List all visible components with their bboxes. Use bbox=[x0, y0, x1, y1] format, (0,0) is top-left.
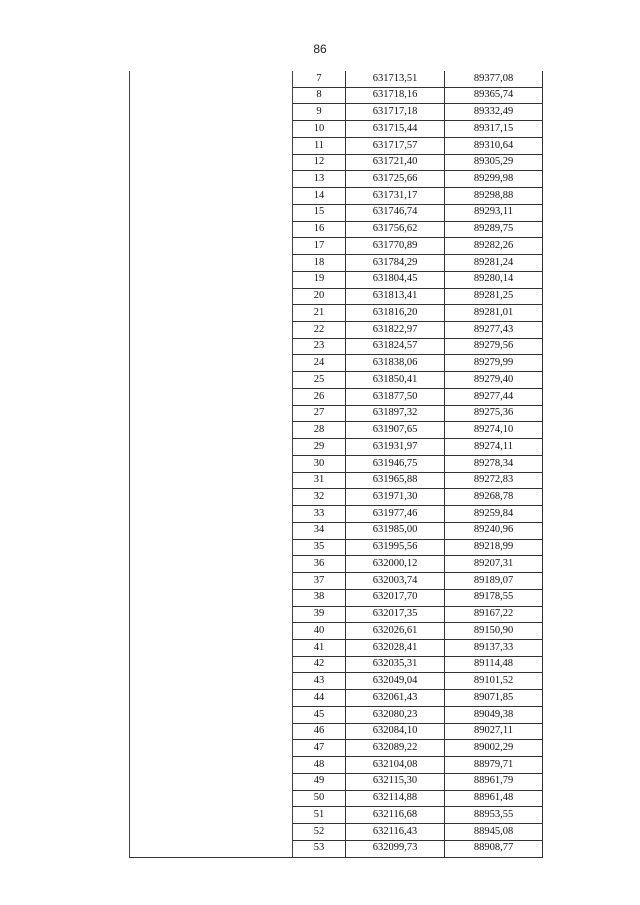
point-number-cell: 40 bbox=[293, 623, 346, 640]
y-coordinate-cell: 89027,11 bbox=[445, 723, 543, 740]
x-coordinate-cell: 631977,46 bbox=[346, 506, 445, 523]
x-coordinate-cell: 631770,89 bbox=[346, 238, 445, 255]
point-number-cell: 37 bbox=[293, 573, 346, 590]
x-coordinate-cell: 631721,40 bbox=[346, 154, 445, 171]
x-coordinate-cell: 631822,97 bbox=[346, 322, 445, 339]
x-coordinate-cell: 632035,31 bbox=[346, 656, 445, 673]
x-coordinate-cell: 632084,10 bbox=[346, 723, 445, 740]
point-number-cell: 48 bbox=[293, 757, 346, 774]
point-number-cell: 46 bbox=[293, 723, 346, 740]
point-number-cell: 39 bbox=[293, 606, 346, 623]
point-number-cell: 24 bbox=[293, 355, 346, 372]
point-number-cell: 13 bbox=[293, 171, 346, 188]
point-number-cell: 8 bbox=[293, 87, 346, 104]
x-coordinate-cell: 631784,29 bbox=[346, 255, 445, 272]
y-coordinate-cell: 89279,40 bbox=[445, 372, 543, 389]
x-coordinate-cell: 631877,50 bbox=[346, 388, 445, 405]
y-coordinate-cell: 89268,78 bbox=[445, 489, 543, 506]
table-row bbox=[130, 71, 543, 87]
point-number-cell: 36 bbox=[293, 556, 346, 573]
x-coordinate-cell: 632115,30 bbox=[346, 773, 445, 790]
y-coordinate-cell: 89274,11 bbox=[445, 439, 543, 456]
x-coordinate-cell: 631897,32 bbox=[346, 405, 445, 422]
point-number-cell: 38 bbox=[293, 589, 346, 606]
y-coordinate-cell: 89049,38 bbox=[445, 706, 543, 723]
x-coordinate-cell: 631838,06 bbox=[346, 355, 445, 372]
y-coordinate-cell: 89002,29 bbox=[445, 740, 543, 757]
y-coordinate-cell: 88908,77 bbox=[445, 840, 543, 857]
point-number-cell: 29 bbox=[293, 439, 346, 456]
point-number-cell: 15 bbox=[293, 204, 346, 221]
x-coordinate-cell: 631985,00 bbox=[346, 522, 445, 539]
point-number-cell: 35 bbox=[293, 539, 346, 556]
point-number-cell: 9 bbox=[293, 104, 346, 121]
point-number-cell: 30 bbox=[293, 455, 346, 472]
y-coordinate-cell: 89071,85 bbox=[445, 690, 543, 707]
x-coordinate-cell: 631965,88 bbox=[346, 472, 445, 489]
point-number-cell: 27 bbox=[293, 405, 346, 422]
point-number-cell: 28 bbox=[293, 422, 346, 439]
y-coordinate-cell: 89167,22 bbox=[445, 606, 543, 623]
x-coordinate-cell: 631717,18 bbox=[346, 104, 445, 121]
coordinates-table bbox=[129, 71, 543, 858]
point-number-cell: 19 bbox=[293, 271, 346, 288]
x-coordinate-cell: 632099,73 bbox=[346, 840, 445, 857]
y-coordinate-cell: 89279,99 bbox=[445, 355, 543, 372]
point-number-cell: 31 bbox=[293, 472, 346, 489]
y-coordinate-cell: 89289,75 bbox=[445, 221, 543, 238]
y-coordinate-cell: 89279,56 bbox=[445, 338, 543, 355]
point-number-cell: 14 bbox=[293, 188, 346, 205]
point-number-cell: 32 bbox=[293, 489, 346, 506]
y-coordinate-cell: 89280,14 bbox=[445, 271, 543, 288]
y-coordinate-cell: 89178,55 bbox=[445, 589, 543, 606]
y-coordinate-cell: 89278,34 bbox=[445, 455, 543, 472]
y-coordinate-cell: 89150,90 bbox=[445, 623, 543, 640]
page-number: 86 bbox=[313, 42, 327, 56]
x-coordinate-cell: 632000,12 bbox=[346, 556, 445, 573]
y-coordinate-cell: 89281,01 bbox=[445, 305, 543, 322]
y-coordinate-cell: 89277,44 bbox=[445, 388, 543, 405]
x-coordinate-cell: 631946,75 bbox=[346, 455, 445, 472]
y-coordinate-cell: 89240,96 bbox=[445, 522, 543, 539]
y-coordinate-cell: 88961,48 bbox=[445, 790, 543, 807]
point-number-cell: 43 bbox=[293, 673, 346, 690]
y-coordinate-cell: 89275,36 bbox=[445, 405, 543, 422]
point-number-cell: 45 bbox=[293, 706, 346, 723]
x-coordinate-cell: 631931,97 bbox=[346, 439, 445, 456]
x-coordinate-cell: 631816,20 bbox=[346, 305, 445, 322]
y-coordinate-cell: 89114,48 bbox=[445, 656, 543, 673]
point-number-cell: 51 bbox=[293, 807, 346, 824]
y-coordinate-cell: 89281,24 bbox=[445, 255, 543, 272]
x-coordinate-cell: 631731,17 bbox=[346, 188, 445, 205]
y-coordinate-cell: 89293,11 bbox=[445, 204, 543, 221]
x-coordinate-cell: 631971,30 bbox=[346, 489, 445, 506]
x-coordinate-cell: 632080,23 bbox=[346, 706, 445, 723]
point-number-cell: 25 bbox=[293, 372, 346, 389]
point-number-cell: 33 bbox=[293, 506, 346, 523]
x-coordinate-cell: 631717,57 bbox=[346, 137, 445, 154]
x-coordinate-cell: 631725,66 bbox=[346, 171, 445, 188]
point-number-cell: 10 bbox=[293, 121, 346, 138]
x-coordinate-cell: 631995,56 bbox=[346, 539, 445, 556]
y-coordinate-cell: 89259,84 bbox=[445, 506, 543, 523]
x-coordinate-cell: 631824,57 bbox=[346, 338, 445, 355]
y-coordinate-cell: 89189,07 bbox=[445, 573, 543, 590]
point-number-cell: 42 bbox=[293, 656, 346, 673]
y-coordinate-cell: 89282,26 bbox=[445, 238, 543, 255]
x-coordinate-cell: 632116,43 bbox=[346, 824, 445, 841]
x-coordinate-cell: 632026,61 bbox=[346, 623, 445, 640]
y-coordinate-cell: 88961,79 bbox=[445, 773, 543, 790]
point-number-cell: 18 bbox=[293, 255, 346, 272]
y-coordinate-cell: 89101,52 bbox=[445, 673, 543, 690]
x-coordinate-cell: 631907,65 bbox=[346, 422, 445, 439]
point-number-cell: 17 bbox=[293, 238, 346, 255]
y-coordinate-cell: 89377,08 bbox=[445, 71, 543, 87]
x-coordinate-cell: 632116,68 bbox=[346, 807, 445, 824]
y-coordinate-cell: 88979,71 bbox=[445, 757, 543, 774]
x-coordinate-cell: 632003,74 bbox=[346, 573, 445, 590]
x-coordinate-cell: 631746,74 bbox=[346, 204, 445, 221]
point-number-cell: 7 bbox=[293, 71, 346, 87]
x-coordinate-cell: 632017,35 bbox=[346, 606, 445, 623]
table-body bbox=[130, 71, 543, 857]
y-coordinate-cell: 89281,25 bbox=[445, 288, 543, 305]
point-number-cell: 52 bbox=[293, 824, 346, 841]
x-coordinate-cell: 631850,41 bbox=[346, 372, 445, 389]
x-coordinate-cell: 631756,62 bbox=[346, 221, 445, 238]
y-coordinate-cell: 89218,99 bbox=[445, 539, 543, 556]
empty-description-cell bbox=[130, 71, 293, 857]
point-number-cell: 50 bbox=[293, 790, 346, 807]
x-coordinate-cell: 632049,04 bbox=[346, 673, 445, 690]
y-coordinate-cell: 89277,43 bbox=[445, 322, 543, 339]
y-coordinate-cell: 88953,55 bbox=[445, 807, 543, 824]
x-coordinate-cell: 631713,51 bbox=[346, 71, 445, 87]
x-coordinate-cell: 631715,44 bbox=[346, 121, 445, 138]
x-coordinate-cell: 632114,88 bbox=[346, 790, 445, 807]
x-coordinate-cell: 631813,41 bbox=[346, 288, 445, 305]
point-number-cell: 49 bbox=[293, 773, 346, 790]
y-coordinate-cell: 88945,08 bbox=[445, 824, 543, 841]
point-number-cell: 22 bbox=[293, 322, 346, 339]
y-coordinate-cell: 89274,10 bbox=[445, 422, 543, 439]
point-number-cell: 53 bbox=[293, 840, 346, 857]
x-coordinate-cell: 632017,70 bbox=[346, 589, 445, 606]
point-number-cell: 47 bbox=[293, 740, 346, 757]
point-number-cell: 11 bbox=[293, 137, 346, 154]
y-coordinate-cell: 89299,98 bbox=[445, 171, 543, 188]
y-coordinate-cell: 89365,74 bbox=[445, 87, 543, 104]
y-coordinate-cell: 89305,29 bbox=[445, 154, 543, 171]
y-coordinate-cell: 89207,31 bbox=[445, 556, 543, 573]
point-number-cell: 23 bbox=[293, 338, 346, 355]
point-number-cell: 20 bbox=[293, 288, 346, 305]
point-number-cell: 44 bbox=[293, 690, 346, 707]
point-number-cell: 16 bbox=[293, 221, 346, 238]
point-number-cell: 21 bbox=[293, 305, 346, 322]
y-coordinate-cell: 89332,49 bbox=[445, 104, 543, 121]
point-number-cell: 41 bbox=[293, 639, 346, 656]
x-coordinate-cell: 632104,08 bbox=[346, 757, 445, 774]
y-coordinate-cell: 89317,15 bbox=[445, 121, 543, 138]
y-coordinate-cell: 89310,64 bbox=[445, 137, 543, 154]
y-coordinate-cell: 89272,83 bbox=[445, 472, 543, 489]
x-coordinate-cell: 631804,45 bbox=[346, 271, 445, 288]
x-coordinate-cell: 631718,16 bbox=[346, 87, 445, 104]
y-coordinate-cell: 89298,88 bbox=[445, 188, 543, 205]
point-number-cell: 26 bbox=[293, 388, 346, 405]
x-coordinate-cell: 632061,43 bbox=[346, 690, 445, 707]
x-coordinate-cell: 632028,41 bbox=[346, 639, 445, 656]
x-coordinate-cell: 632089,22 bbox=[346, 740, 445, 757]
point-number-cell: 34 bbox=[293, 522, 346, 539]
point-number-cell: 12 bbox=[293, 154, 346, 171]
y-coordinate-cell: 89137,33 bbox=[445, 639, 543, 656]
